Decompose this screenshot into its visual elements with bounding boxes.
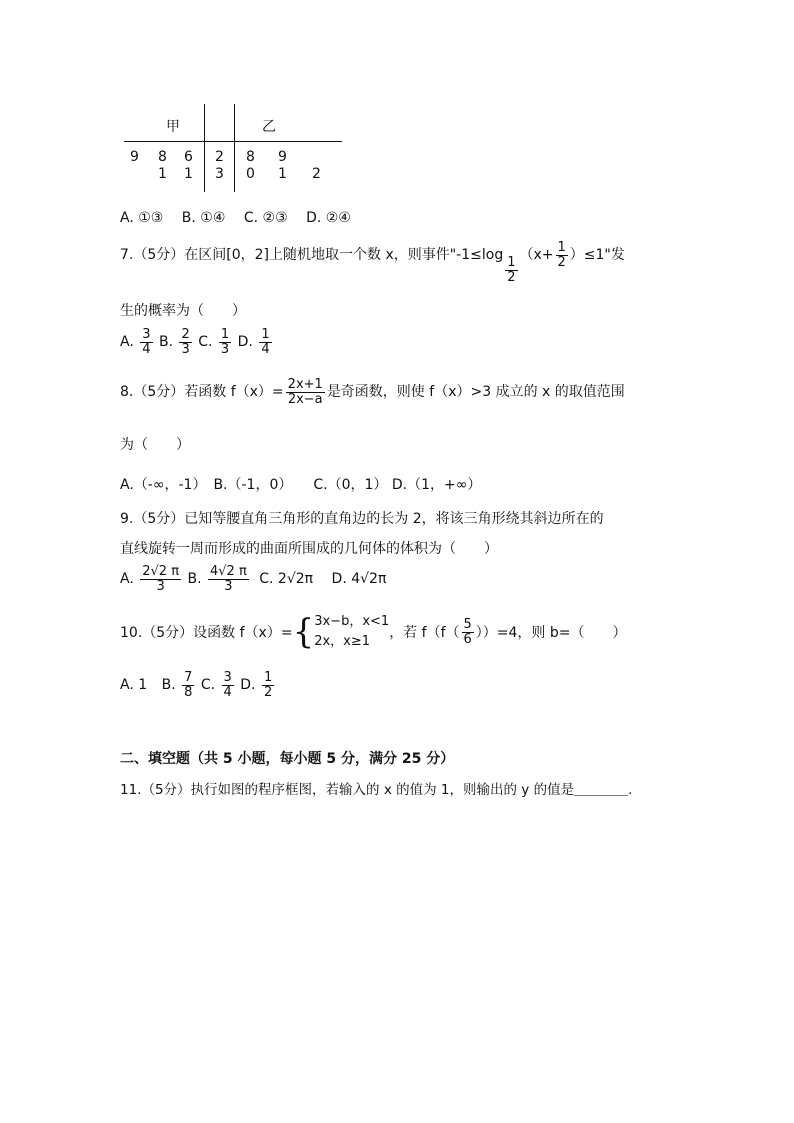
q10-opt-a: A. 1 [120, 677, 148, 694]
stem-1: 2 [215, 149, 224, 165]
leaf-l1-1: 9 [130, 149, 139, 165]
q11-text: 11.（5分）执行如图的程序框图，若输入的 x 的值为 1，则输出的 y 的值是＿＿＿＿. [120, 782, 633, 798]
piecewise-cases: 3x−b，x<1 2x，x≥1 [314, 614, 390, 649]
leaf-l2-2: 1 [184, 166, 193, 182]
leaf-l2-1: 1 [158, 166, 167, 182]
q6-options: A. ①③ B. ①④ C. ②③ D. ②④ [120, 210, 351, 226]
q7-fraction: $\frac{1}{2}$ [557, 239, 566, 270]
q7-opt-d: $\frac{1}{4}$ [261, 327, 270, 357]
q10-stem: 10.（5分）设函数 f（x）={ 3x−b，x<1 2x，x≥1 ，若 f（f（ $\frac{5}{6}$ ））=4，则 b=（ ） [120, 612, 627, 652]
stem-2: 3 [215, 166, 224, 182]
q7-line2: 生的概率为（ ） [120, 303, 246, 319]
q7-stem [120, 239, 625, 285]
q7-opt-b: $\frac{2}{3}$ [181, 327, 190, 357]
leaf-r1-2: 9 [278, 149, 287, 165]
section2-title: 二、填空题（共 5 小题，每小题 5 分，满分 25 分） [120, 751, 455, 767]
leaf-r2-1: 0 [246, 166, 255, 182]
header-rule [124, 141, 342, 142]
q10-opt-c: $\frac{3}{4}$ [223, 670, 232, 700]
q8-fraction: $\frac{2x+1}{2x-a}$ [287, 377, 323, 407]
leaf-l1-2: 8 [158, 149, 167, 165]
leaf-r1-1: 8 [246, 149, 255, 165]
q7-log-base: $\frac{1}{2}$ [507, 255, 516, 285]
q7-mid: （x+ [519, 247, 554, 263]
q10-fraction: $\frac{5}{6}$ [463, 616, 472, 647]
q9-opt-c: C. 2√2π [259, 571, 314, 588]
q10-opt-d: $\frac{1}{2}$ [263, 670, 273, 700]
divider-left [204, 104, 205, 192]
q7-prefix: 7.（5分）在区间[0，2]上随机地取一个数 x，则事件"-1≤log [120, 247, 504, 263]
q7-opt-a: $\frac{3}{4}$ [142, 327, 151, 357]
q8-stem: 8.（5分）若函数 f（x）= $\frac{2x+1}{2x-a}$ 是奇函数，则使 f（x）>3 成立的 x 的取值范围 [120, 377, 625, 407]
piecewise-brace: { [292, 612, 315, 652]
leaf-r2-3: 2 [312, 166, 321, 182]
q7-opt-c: $\frac{1}{3}$ [220, 327, 230, 357]
q7-options: A. $\frac{3}{4}$ B. $\frac{2}{3}$ C. $\frac{1}{3}$ D. $\frac{1}{4}$ [120, 327, 270, 357]
left-header: 甲 [166, 119, 180, 135]
divider-right [234, 104, 235, 192]
q9-line1: 9.（5分）已知等腰直角三角形的直角边的长为 2，将该三角形绕其斜边所在的 [120, 511, 604, 527]
q8-options: A.（-∞，-1） B.（-1，0） C.（0，1） D.（1，+∞） [120, 477, 482, 493]
leaf-r2-2: 1 [278, 166, 287, 182]
q9-opt-b: $\frac{4√2 \pi}{3}$ [210, 564, 247, 594]
q9-opt-d: D. 4√2π [331, 571, 387, 588]
q7-suffix: ）≤1"发 [569, 247, 625, 263]
right-header: 乙 [262, 119, 276, 135]
q10-options: A. 1 B. $\frac{7}{8}$ C. $\frac{3}{4}$ D. $\frac{1}{2}$ [120, 670, 273, 700]
q8-line2: 为（ ） [120, 437, 190, 453]
leaf-l1-3: 6 [184, 149, 193, 165]
q9-line2: 直线旋转一周而形成的曲面所围成的几何体的体积为（ ） [120, 541, 498, 557]
q9-opt-a: $\frac{2√2 \pi}{3}$ [142, 564, 180, 594]
q9-options: A. $\frac{2√2 \pi}{3}$ B. $\frac{4√2 \pi}{3}$ C. 2√2π D. 4√2π [120, 564, 387, 594]
q10-opt-b: $\frac{7}{8}$ [184, 670, 193, 700]
